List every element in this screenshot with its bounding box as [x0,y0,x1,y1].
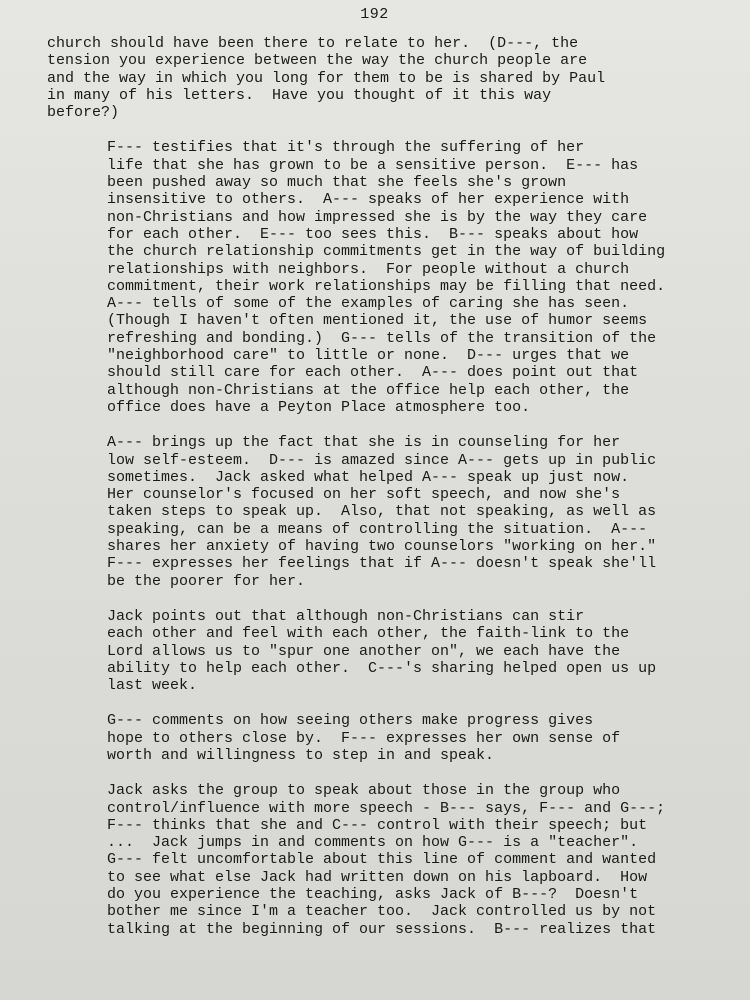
text-line: church should have been there to relate to her. (D---, the [47,35,579,52]
text-line: in many of his letters. Have you thought of it this way [47,86,552,104]
paragraph [47,712,702,764]
text-line: been pushed away so much that she feels she's grown [107,174,567,192]
text-line: before?) [47,104,120,122]
text-line: Jack asks the group to speak about those in the group who [107,782,621,800]
paragraph [47,782,702,938]
text-line: be the poorer for her. [107,572,306,590]
text-line: should still care for each other. A--- does point out that [107,364,639,382]
text-line: F--- testifies that it's through the suffering of her [107,139,585,157]
text-line: hope to others close by. F--- expresses her own sense of [107,729,621,747]
paragraph [47,608,702,694]
text-line: F--- thinks that she and C--- control with their speech; but [107,816,648,834]
text-line: ability to help each other. C---'s sharing helped open us up [107,659,657,677]
body-text [47,35,702,938]
text-line: each other and feel with each other, the faith-link to the [107,625,630,643]
text-line: insensitive to others. A--- speaks of her experience with [107,191,630,209]
text-line: ... Jack jumps in and comments on how G--- is a "teacher". [107,834,639,852]
text-line: the church relationship commitments get in the way of building [107,243,666,261]
text-line: A--- tells of some of the examples of caring she has seen. [107,295,630,313]
text-line: sometimes. Jack asked what helped A--- speak up just now. [107,468,630,486]
text-line: low self-esteem. D--- is amazed since A--- gets up in public [107,451,657,469]
text-line: and the way in which you long for them to be is shared by Paul [47,69,606,87]
text-line: life that she has grown to be a sensitive person. E--- has [107,156,639,174]
text-line: shares her anxiety of having two counselors "working on her." [107,538,657,556]
text-line: for each other. E--- too sees this. B--- speaks about how [107,225,639,243]
text-line: speaking, can be a means of controlling the situation. A--- [107,520,648,538]
text-line: non-Christians and how impressed she is by the way they care [107,208,648,226]
text-line: do you experience the teaching, asks Jack of B---? Doesn't [107,886,639,904]
paragraph [47,35,702,121]
text-line: office does have a Peyton Place atmosphere too. [107,398,531,416]
text-line: although non-Christians at the office help each other, the [107,381,630,399]
text-line: F--- expresses her feelings that if A--- doesn't speak she'll [107,555,657,573]
text-line: tension you experience between the way the church people are [47,52,588,70]
text-line: Her counselor's focused on her soft speech, and now she's [107,486,621,504]
text-line: refreshing and bonding.) G--- tells of the transition of the [107,329,657,347]
text-line: G--- comments on how seeing others make progress gives [107,712,594,730]
text-line: Lord allows us to "spur one another on", we each have the [107,642,621,660]
text-line: commitment, their work relationships may be filling that need. [107,277,666,295]
text-line: bother me since I'm a teacher too. Jack controlled us by not [107,903,657,921]
text-line: G--- felt uncomfortable about this line of comment and wanted [107,851,657,869]
text-line: Jack points out that although non-Christians can stir [107,607,585,625]
text-line: (Though I haven't often mentioned it, the use of humor seems [107,312,648,330]
text-line: "neighborhood care" to little or none. D--- urges that we [107,347,630,365]
text-line: A--- brings up the fact that she is in counseling for her [107,434,621,452]
text-line: relationships with neighbors. For people without a church [107,260,630,278]
text-line: taken steps to speak up. Also, that not speaking, as well as [107,503,657,521]
text-line: worth and willingness to step in and speak. [107,746,495,764]
text-line: to see what else Jack had written down on his lapboard. How [107,868,648,886]
paragraph [47,434,702,590]
page-number: 192 [360,6,389,23]
paragraph [47,139,702,416]
text-line: talking at the beginning of our sessions. B--- realizes that [107,920,657,938]
text-line: last week. [107,677,198,695]
text-line: control/influence with more speech - B--- says, F--- and G---; [107,799,666,817]
